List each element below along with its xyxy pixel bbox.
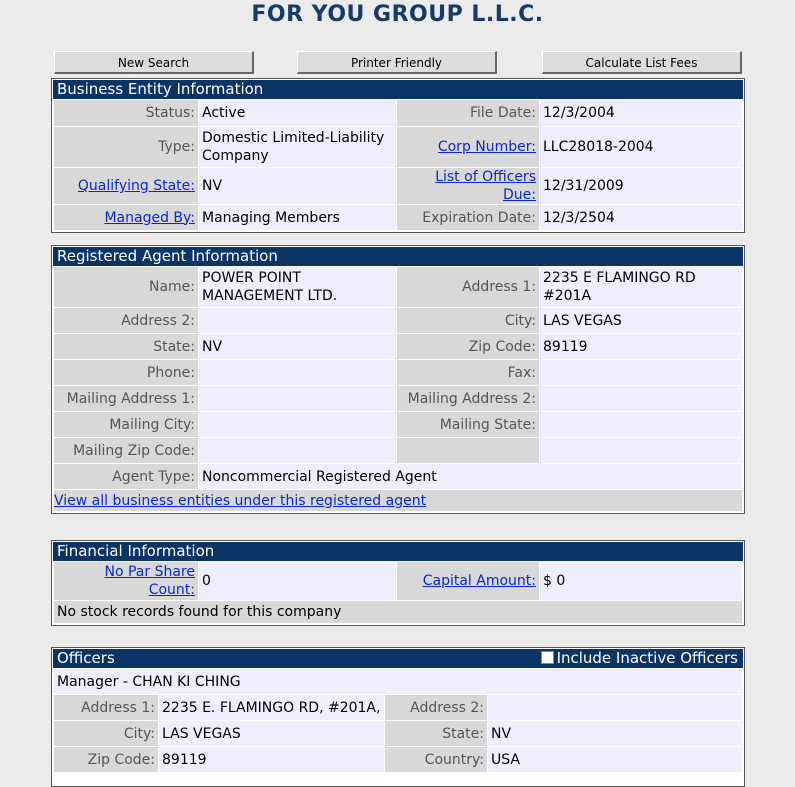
agent-type-value: Noncommercial Registered Agent — [199, 464, 742, 489]
view-all-entities-link[interactable]: View all business entities under this registered agent — [54, 492, 427, 509]
mailing-address2-value — [540, 386, 742, 411]
status-value: Active — [199, 100, 396, 126]
file-date-value: 12/3/2004 — [540, 100, 742, 126]
mailing-address2-label: Mailing Address 2: — [397, 386, 539, 411]
type-label: Type: — [54, 127, 198, 167]
status-label: Status: — [54, 100, 198, 126]
mailing-address1-label: Mailing Address 1: — [54, 386, 198, 411]
agent-address2-value — [199, 308, 396, 333]
officer-city-label: City: — [54, 721, 158, 746]
business-entity-table — [53, 99, 743, 231]
officer-title: Manager - CHAN KI CHING — [54, 669, 742, 694]
stock-note: No stock records found for this company — [54, 601, 742, 623]
new-search-button[interactable]: New Search — [54, 51, 254, 74]
expiration-date-label: Expiration Date: — [397, 205, 539, 230]
officer-country-value: USA — [488, 747, 742, 772]
officer-city-value: LAS VEGAS — [159, 721, 384, 746]
business-entity-header: Business Entity Information — [53, 80, 743, 99]
officer-address1-value: 2235 E. FLAMINGO RD, #201A, — [159, 695, 384, 720]
capital-amount-link[interactable]: Capital Amount: — [422, 573, 536, 589]
officers-section — [51, 647, 745, 787]
calculate-list-fees-button[interactable]: Calculate List Fees — [542, 51, 742, 74]
registered-agent-section — [51, 245, 745, 514]
mailing-city-value — [199, 412, 396, 437]
officers-header — [53, 649, 743, 668]
officer-zip-value: 89119 — [159, 747, 384, 772]
agent-type-label: Agent Type: — [54, 464, 198, 489]
officers-table — [53, 668, 743, 773]
qualifying-state-value: NV — [199, 168, 396, 204]
managed-by-value: Managing Members — [199, 205, 396, 230]
include-inactive-label: Include Inactive Officers — [556, 649, 738, 667]
par-share-value: 0 — [199, 562, 396, 600]
agent-name-value: POWER POINT MANAGEMENT LTD. — [199, 267, 396, 307]
agent-phone-value — [199, 360, 396, 385]
financial-table — [53, 561, 743, 624]
mailing-state-label: Mailing State: — [397, 412, 539, 437]
agent-fax-label: Fax: — [397, 360, 539, 385]
page-title: FOR YOU GROUP L.L.C. — [251, 2, 544, 27]
agent-address1-value: 2235 E FLAMINGO RD #201A — [540, 267, 742, 307]
agent-address2-label: Address 2: — [54, 308, 198, 333]
mailing-state-value — [540, 412, 742, 437]
include-inactive-checkbox[interactable] — [541, 651, 554, 664]
managed-by-link[interactable]: Managed By: — [104, 209, 195, 226]
printer-friendly-button[interactable]: Printer Friendly — [297, 51, 497, 74]
corp-number-link[interactable]: Corp Number: — [437, 139, 536, 155]
agent-name-label: Name: — [54, 267, 198, 307]
agent-zip-value: 89119 — [540, 334, 742, 359]
officer-address1-label: Address 1: — [54, 695, 158, 720]
financial-header: Financial Information — [53, 542, 743, 561]
expiration-date-value: 12/3/2504 — [540, 205, 742, 230]
agent-state-label: State: — [54, 334, 198, 359]
mailing-address1-value — [199, 386, 396, 411]
qualifying-state-link[interactable]: Qualifying State: — [77, 178, 195, 194]
list-of-officers-due-link[interactable]: List of Officers Due: — [435, 169, 536, 203]
include-inactive-toggle[interactable] — [541, 649, 738, 668]
agent-state-value: NV — [199, 334, 396, 359]
agent-address1-label: Address 1: — [397, 267, 539, 307]
officer-zip-label: Zip Code: — [54, 747, 158, 772]
mailing-zip-value — [199, 438, 396, 463]
capital-amount-value: $ 0 — [540, 562, 742, 600]
mailing-zip-label: Mailing Zip Code: — [54, 438, 198, 463]
financial-section — [51, 540, 745, 626]
officer-country-label: Country: — [385, 747, 487, 772]
type-value: Domestic Limited-Liability Company — [199, 127, 396, 167]
officer-state-value: NV — [488, 721, 742, 746]
officer-state-label: State: — [385, 721, 487, 746]
officers-due-value: 12/31/2009 — [540, 168, 742, 204]
no-par-share-count-link[interactable]: No Par Share Count: — [104, 564, 195, 598]
officer-address2-value — [488, 695, 742, 720]
registered-agent-header: Registered Agent Information — [53, 247, 743, 266]
officer-address2-label: Address 2: — [385, 695, 487, 720]
agent-zip-label: Zip Code: — [397, 334, 539, 359]
agent-fax-value — [540, 360, 742, 385]
agent-phone-label: Phone: — [54, 360, 198, 385]
empty-cell — [540, 438, 742, 463]
business-entity-section — [51, 78, 745, 233]
agent-city-value: LAS VEGAS — [540, 308, 742, 333]
corp-number-value: LLC28018-2004 — [540, 127, 742, 167]
registered-agent-table — [53, 266, 743, 512]
file-date-label: File Date: — [397, 100, 539, 126]
mailing-city-label: Mailing City: — [54, 412, 198, 437]
agent-city-label: City: — [397, 308, 539, 333]
empty-cell — [397, 438, 539, 463]
officers-header-title: Officers — [57, 649, 115, 667]
